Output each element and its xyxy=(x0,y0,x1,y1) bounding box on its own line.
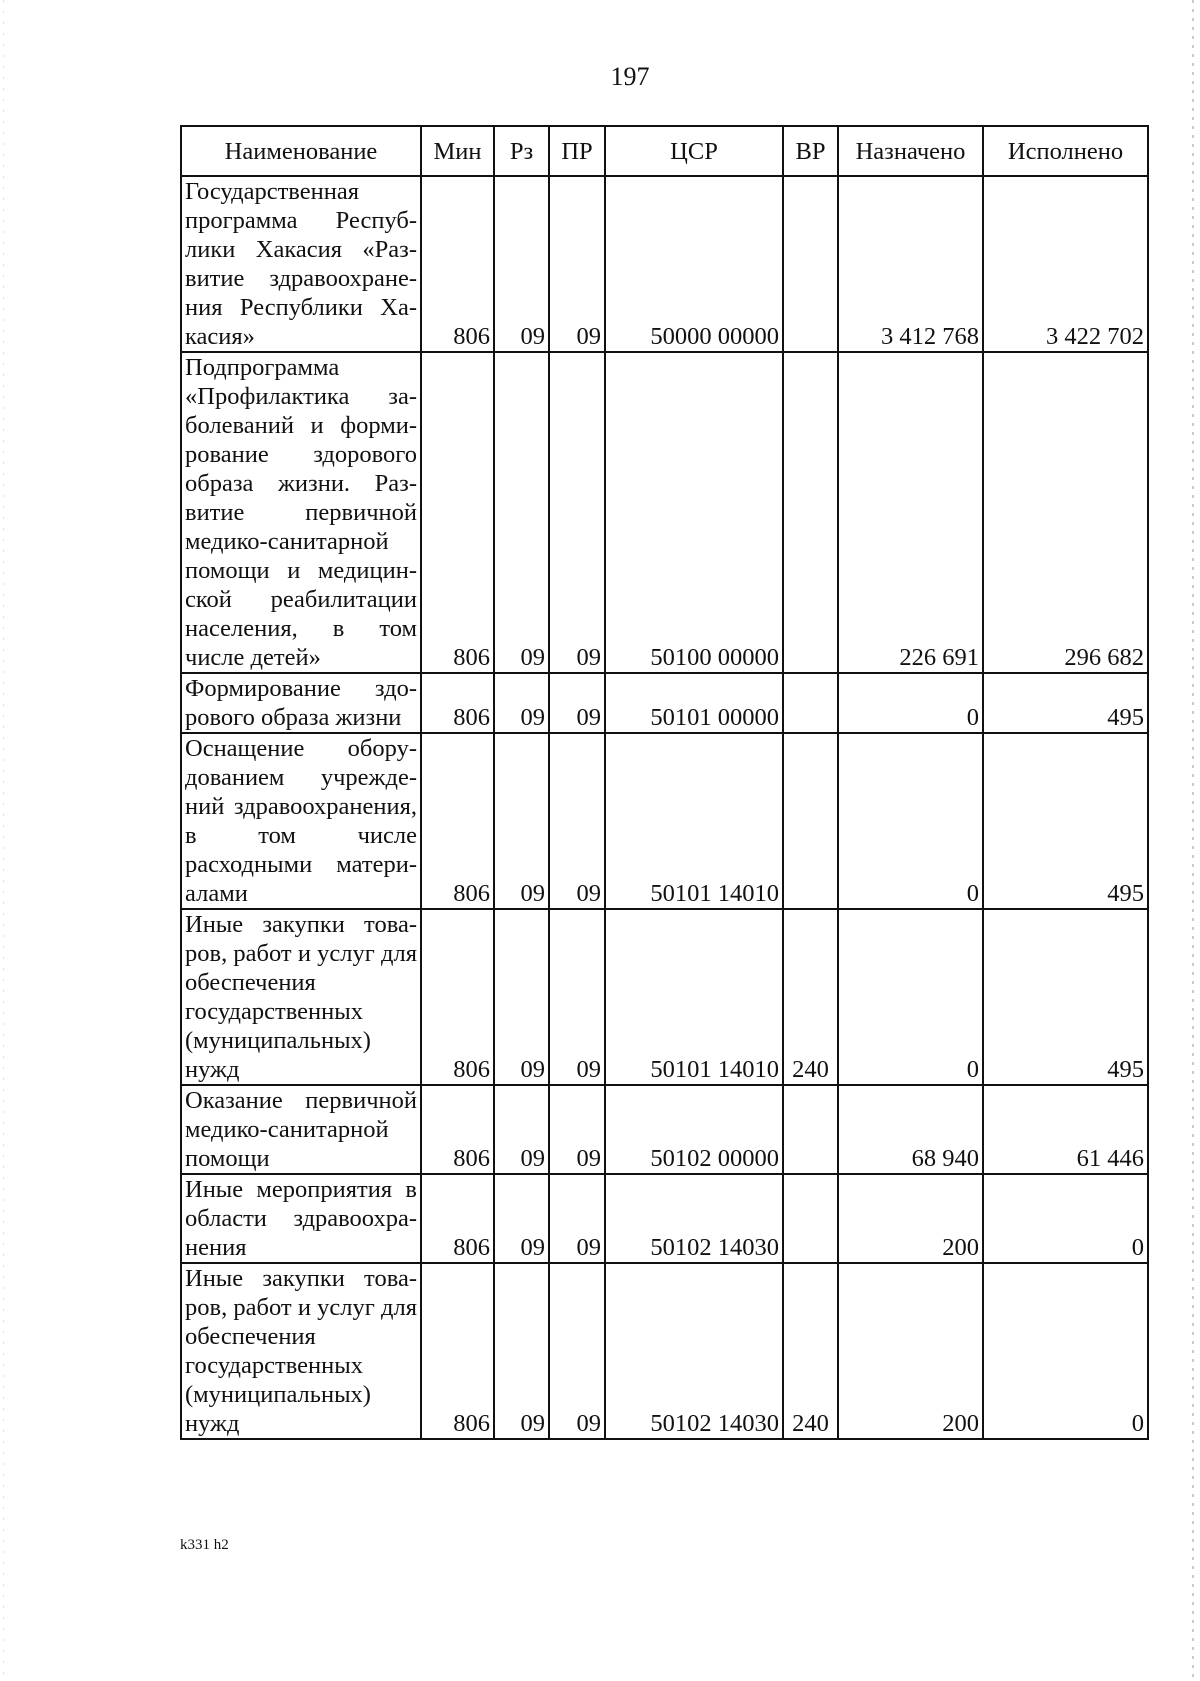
cell-vr xyxy=(783,176,838,352)
cell-pr: 09 xyxy=(549,909,605,1085)
cell-name: Подпрограмма «Профилактика заболеваний и формирование здорового образа жизни. Развитие первичной медико-санитарной помощи и медицинской реабилитации населения, в том числе детей» xyxy=(181,352,421,673)
table-body xyxy=(181,176,1148,1439)
cell-csr: 50101 14010 xyxy=(605,909,783,1085)
cell-min: 806 xyxy=(421,909,494,1085)
cell-name: Оснащение оборудованием учреждений здравоохранения, в том числе расходными материалами xyxy=(181,733,421,909)
cell-csr: 50102 00000 xyxy=(605,1085,783,1174)
cell-min: 806 xyxy=(421,1174,494,1263)
cell-name: Государственная программа Республики Хакасия «Развитие здравоохранения Республики Хакасия» xyxy=(181,176,421,352)
cell-pr: 09 xyxy=(549,1174,605,1263)
table-row xyxy=(181,733,1148,909)
cell-csr: 50100 00000 xyxy=(605,352,783,673)
table-row xyxy=(181,673,1148,733)
cell-name: Иные мероприятия в области здравоохранения xyxy=(181,1174,421,1263)
table-header-row xyxy=(181,126,1148,176)
cell-csr: 50101 14010 xyxy=(605,733,783,909)
cell-pr: 09 xyxy=(549,352,605,673)
cell-assigned: 0 xyxy=(838,909,983,1085)
table-row xyxy=(181,176,1148,352)
cell-rz: 09 xyxy=(494,1085,549,1174)
footer-code: k331 h2 xyxy=(180,1537,229,1553)
cell-assigned: 200 xyxy=(838,1174,983,1263)
header-vr: ВР xyxy=(783,126,838,176)
page-number: 197 xyxy=(610,62,650,91)
cell-csr: 50102 14030 xyxy=(605,1263,783,1439)
cell-rz: 09 xyxy=(494,673,549,733)
cell-min: 806 xyxy=(421,733,494,909)
cell-rz: 09 xyxy=(494,909,549,1085)
cell-executed: 0 xyxy=(983,1263,1148,1439)
cell-min: 806 xyxy=(421,1085,494,1174)
cell-executed: 296 682 xyxy=(983,352,1148,673)
scan-edge-right xyxy=(1192,0,1194,1681)
cell-rz: 09 xyxy=(494,733,549,909)
table-row xyxy=(181,1085,1148,1174)
cell-name: Иные закупки товаров, работ и услуг для обеспечения государственных (муниципальных) нужд xyxy=(181,1263,421,1439)
budget-table xyxy=(180,125,1149,1440)
cell-pr: 09 xyxy=(549,673,605,733)
cell-assigned: 0 xyxy=(838,733,983,909)
cell-pr: 09 xyxy=(549,1263,605,1439)
cell-pr: 09 xyxy=(549,733,605,909)
cell-vr xyxy=(783,1174,838,1263)
cell-csr: 50102 14030 xyxy=(605,1174,783,1263)
cell-vr: 240 xyxy=(783,909,838,1085)
cell-executed: 0 xyxy=(983,1174,1148,1263)
cell-rz: 09 xyxy=(494,176,549,352)
cell-assigned: 0 xyxy=(838,673,983,733)
cell-vr xyxy=(783,673,838,733)
cell-name: Оказание первичной медико-санитарной помощи xyxy=(181,1085,421,1174)
header-min: Мин xyxy=(421,126,494,176)
cell-pr: 09 xyxy=(549,1085,605,1174)
cell-rz: 09 xyxy=(494,352,549,673)
cell-executed: 495 xyxy=(983,673,1148,733)
cell-csr: 50101 00000 xyxy=(605,673,783,733)
cell-executed: 3 422 702 xyxy=(983,176,1148,352)
cell-min: 806 xyxy=(421,673,494,733)
cell-executed: 61 446 xyxy=(983,1085,1148,1174)
header-csr: ЦСР xyxy=(605,126,783,176)
cell-min: 806 xyxy=(421,1263,494,1439)
cell-executed: 495 xyxy=(983,733,1148,909)
cell-pr: 09 xyxy=(549,176,605,352)
cell-vr xyxy=(783,733,838,909)
cell-assigned: 200 xyxy=(838,1263,983,1439)
table-row xyxy=(181,909,1148,1085)
cell-executed: 495 xyxy=(983,909,1148,1085)
cell-vr xyxy=(783,352,838,673)
cell-assigned: 226 691 xyxy=(838,352,983,673)
cell-csr: 50000 00000 xyxy=(605,176,783,352)
cell-min: 806 xyxy=(421,176,494,352)
header-rz: Рз xyxy=(494,126,549,176)
cell-rz: 09 xyxy=(494,1263,549,1439)
table-row xyxy=(181,1174,1148,1263)
header-pr: ПР xyxy=(549,126,605,176)
header-name: Наименование xyxy=(181,126,421,176)
cell-assigned: 3 412 768 xyxy=(838,176,983,352)
cell-assigned: 68 940 xyxy=(838,1085,983,1174)
cell-rz: 09 xyxy=(494,1174,549,1263)
cell-vr: 240 xyxy=(783,1263,838,1439)
cell-vr xyxy=(783,1085,838,1174)
header-assigned: Назначено xyxy=(838,126,983,176)
header-executed: Исполнено xyxy=(983,126,1148,176)
cell-name: Иные закупки товаров, работ и услуг для обеспечения государственных (муниципальных) нужд xyxy=(181,909,421,1085)
table-row xyxy=(181,1263,1148,1439)
cell-name: Формирование здорового образа жизни xyxy=(181,673,421,733)
scan-edge-left xyxy=(3,0,4,1681)
table-row xyxy=(181,352,1148,673)
cell-min: 806 xyxy=(421,352,494,673)
